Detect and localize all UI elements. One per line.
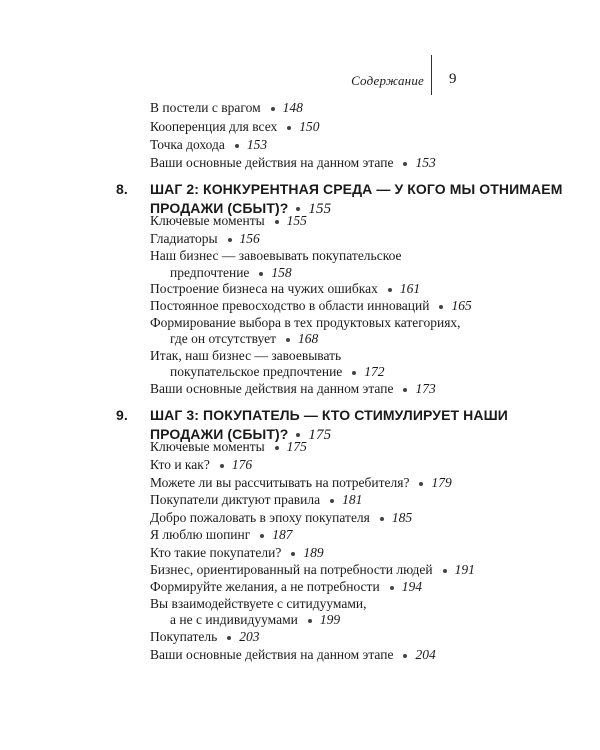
toc-entry <box>150 561 475 578</box>
entry-title: Добро пожаловать в эпоху покупателя <box>150 510 370 525</box>
toc-entry <box>150 646 436 663</box>
toc-entry <box>150 118 320 135</box>
bullet-icon <box>259 272 263 276</box>
bullet-icon <box>291 552 295 556</box>
entry-page: 179 <box>431 475 452 490</box>
bullet-icon <box>388 288 392 292</box>
toc-entry <box>150 280 420 297</box>
toc-entry-cont <box>170 611 340 628</box>
entry-title-cont: где он отсутствует <box>170 331 276 346</box>
chapter-number: 8. <box>116 181 128 197</box>
toc-entry <box>150 154 436 171</box>
entry-title: Кооперенция для всех <box>150 119 278 134</box>
entry-title: Итак, наш бизнес — завоевывать <box>150 348 342 363</box>
bullet-icon <box>227 636 231 640</box>
bullet-icon <box>220 464 224 468</box>
entry-page: 204 <box>415 647 436 662</box>
entry-page: 187 <box>272 527 293 542</box>
entry-page: 158 <box>271 265 292 280</box>
chapter-number: 9. <box>116 407 128 423</box>
bullet-icon <box>308 619 312 623</box>
entry-page: 155 <box>286 213 307 228</box>
bullet-icon <box>439 305 443 309</box>
bullet-icon <box>330 499 334 503</box>
bullet-icon <box>380 517 384 521</box>
entry-title: Ваши основные действия на данном этапе <box>150 155 394 170</box>
entry-page: 185 <box>391 510 413 525</box>
toc-entry <box>150 99 303 116</box>
entry-page: 153 <box>415 155 436 170</box>
toc-entry-cont <box>170 264 292 281</box>
entry-page: 148 <box>282 100 303 115</box>
bullet-icon <box>228 238 232 242</box>
entry-page: 172 <box>364 364 385 379</box>
entry-page: 194 <box>401 579 422 594</box>
toc-entry <box>150 212 307 229</box>
toc-entry <box>150 544 324 561</box>
entry-page: 156 <box>239 231 260 246</box>
chapter-page: 155 <box>308 201 332 217</box>
entry-title: Покупатель <box>150 629 218 644</box>
toc-entry <box>150 628 260 645</box>
chapter-title: ШАГ 3: ПОКУПАТЕЛЬ — КТО СТИМУЛИРУЕТ НАШИ <box>150 407 508 423</box>
entry-title-cont: предпочтение <box>170 265 250 280</box>
entry-page: 191 <box>454 562 475 577</box>
toc-entry-cont <box>170 363 385 380</box>
bullet-icon <box>296 207 300 211</box>
entry-title: Покупатели диктуют правила <box>150 492 321 507</box>
toc-entry <box>150 491 362 508</box>
bullet-icon <box>287 126 291 130</box>
entry-title: Я люблю шопинг <box>150 527 251 542</box>
entry-title: В постели с врагом <box>150 100 261 115</box>
bullet-icon <box>275 220 279 224</box>
section-title: Содержание <box>351 73 424 88</box>
chapter-title: ШАГ 2: КОНКУРЕНТНАЯ СРЕДА — У КОГО МЫ ОТНИМАЕМ <box>150 181 563 197</box>
entry-page: 203 <box>239 629 260 644</box>
entry-title: Кто такие покупатели? <box>150 545 282 560</box>
bullet-icon <box>403 654 407 658</box>
entry-title-cont: а не с индивидуумами <box>170 612 298 627</box>
bullet-icon <box>235 144 239 148</box>
toc-entry <box>150 438 307 455</box>
entry-title: Формирование выбора в тех продуктовых категориях, <box>150 315 461 330</box>
toc-entry <box>150 247 401 264</box>
entry-title: Построение бизнеса на чужих ошибках <box>150 281 378 296</box>
entry-title: Постоянное превосходство в области инноваций <box>150 298 430 313</box>
entry-title: Можете ли вы рассчитывать на потребителя? <box>150 475 410 490</box>
chapter-page: 175 <box>308 427 332 443</box>
bullet-icon <box>275 446 279 450</box>
entry-title: Вы взаимодействуете с ситидуумами, <box>150 596 367 611</box>
entry-title: Ключевые моменты <box>150 213 265 228</box>
entry-page: 153 <box>246 137 268 152</box>
entry-page: 176 <box>231 457 253 472</box>
entry-title: Ваши основные действия на данном этапе <box>150 381 394 396</box>
bullet-icon <box>260 534 264 538</box>
page-number: 9 <box>449 71 457 87</box>
bullet-icon <box>296 433 300 437</box>
entry-title-cont: покупательское предпочтение <box>170 364 343 379</box>
toc-entry <box>150 578 422 595</box>
toc-entry <box>150 230 260 247</box>
entry-title: Кто и как? <box>150 457 210 472</box>
entry-title: Точка дохода <box>150 137 225 152</box>
entry-title: Наш бизнес — завоевывать покупательское <box>150 248 402 263</box>
toc-entry <box>150 509 412 526</box>
bullet-icon <box>390 586 394 590</box>
toc-entry <box>150 526 293 543</box>
entry-title: Ключевые моменты <box>150 439 265 454</box>
entry-page: 175 <box>286 439 307 454</box>
toc-entry <box>150 297 472 314</box>
entry-page: 189 <box>303 545 324 560</box>
bullet-icon <box>419 482 423 486</box>
toc-entry <box>150 314 461 331</box>
bullet-icon <box>352 371 356 375</box>
entry-page: 181 <box>342 492 363 507</box>
entry-page: 173 <box>415 381 436 396</box>
toc-entry <box>150 474 452 491</box>
entry-page: 165 <box>451 298 472 313</box>
toc-entry <box>150 456 252 473</box>
entry-page: 168 <box>297 331 319 346</box>
entry-page: 150 <box>299 119 320 134</box>
bullet-icon <box>286 338 290 342</box>
entry-page: 199 <box>319 612 341 627</box>
bullet-icon <box>403 162 407 166</box>
toc-entry-cont <box>170 330 318 347</box>
bullet-icon <box>443 569 447 573</box>
entry-page: 161 <box>399 281 421 296</box>
entry-title: Бизнес, ориентированный на потребности людей <box>150 562 433 577</box>
chapter-title-cont: ПРОДАЖИ (СБЫТ)? <box>150 200 289 216</box>
toc-entry <box>150 136 267 153</box>
bullet-icon <box>403 388 407 392</box>
chapter-title-cont: ПРОДАЖИ (СБЫТ)? <box>150 426 289 442</box>
toc-entry <box>150 347 341 364</box>
entry-title: Ваши основные действия на данном этапе <box>150 647 394 662</box>
entry-title: Формируйте желания, а не потребности <box>150 579 380 594</box>
entry-title: Гладиаторы <box>150 231 218 246</box>
toc-entry <box>150 595 366 612</box>
toc-entry <box>150 380 436 397</box>
bullet-icon <box>271 107 275 111</box>
